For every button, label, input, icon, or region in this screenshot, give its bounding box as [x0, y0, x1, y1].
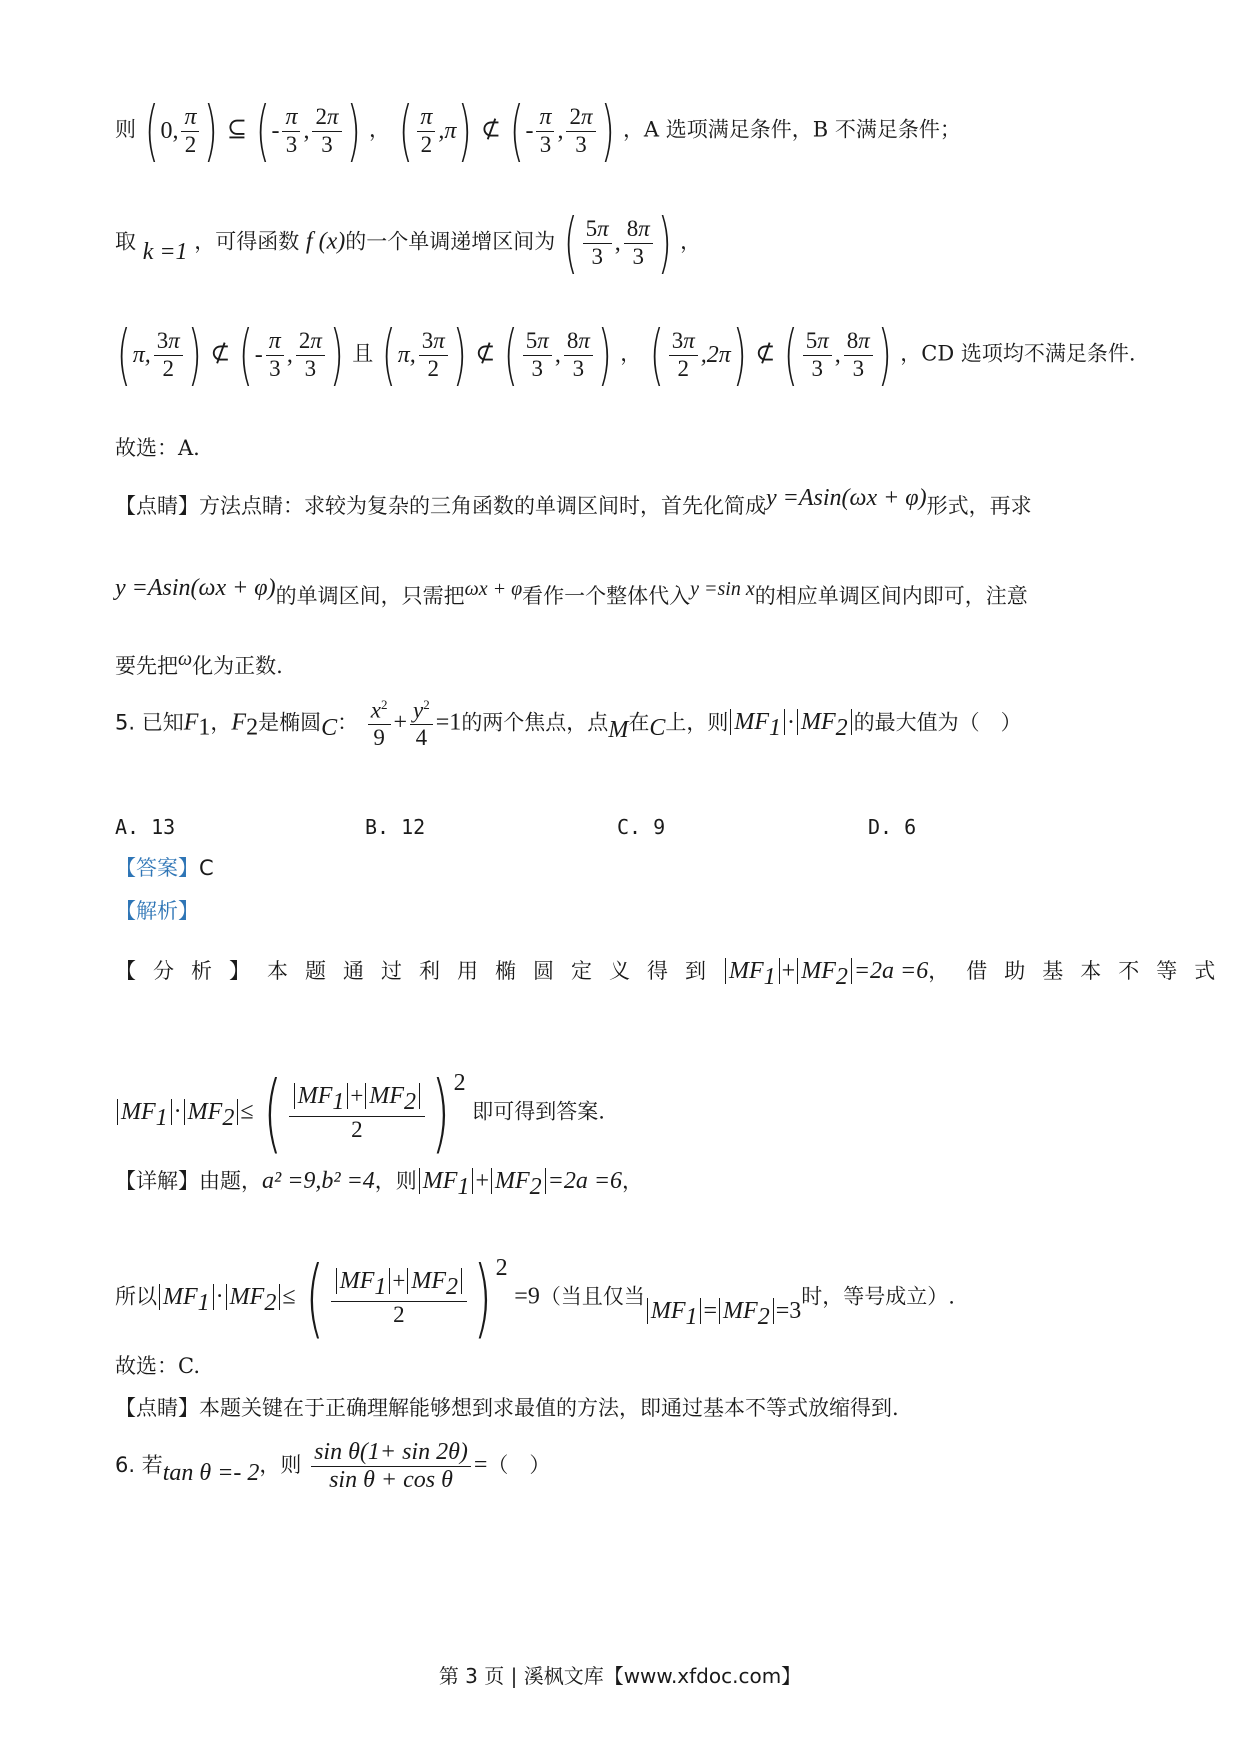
- text: 的相应单调区间内即可，注意: [754, 584, 1028, 608]
- equals: =: [473, 1452, 488, 1479]
- text: ，A 选项满足条件，B 不满足条件；: [622, 117, 961, 142]
- formula: f (x): [305, 228, 346, 255]
- text: 取: [115, 229, 136, 254]
- tip-line-2: [115, 575, 1028, 610]
- key-tip-line: [115, 1392, 899, 1422]
- tip-line-1: [115, 485, 1032, 520]
- formula: ω: [178, 648, 193, 670]
- formula: y =Asin(ωx + φ): [115, 575, 276, 601]
- text: 上，则: [665, 710, 729, 735]
- text: ，可得函数: [194, 229, 300, 254]
- text: ，则: [374, 1169, 417, 1193]
- text: 本题通过利用椭圆定义得到: [267, 959, 723, 983]
- text: ，借助基本不等式: [928, 959, 1233, 983]
- text: （当且仅当: [539, 1284, 645, 1309]
- formula: C: [649, 715, 666, 742]
- formula: a² =9,b² =4: [262, 1168, 375, 1194]
- interval: ( $\frac{3\pi}{2}$ ,2π ): [649, 316, 747, 393]
- formula: M: [608, 717, 629, 744]
- formula: F: [183, 709, 199, 736]
- solution-line-k1: [115, 204, 702, 281]
- denominator: sin θ + cos θ: [329, 1467, 453, 1494]
- formula: y =sin x: [690, 578, 755, 600]
- tip-tag: 【点睛】: [115, 1396, 199, 1420]
- formula: k =1: [142, 238, 188, 265]
- interval-neg-pi3-2pi3: ( - $\frac{\pi}{3}$ , $\frac{2\pi}{3}$ ): [255, 92, 361, 169]
- question-number: 5.: [115, 710, 136, 735]
- text: ，: [368, 117, 390, 142]
- answer-tag: 【答案】: [115, 856, 199, 880]
- text: 化为正数.: [192, 654, 283, 678]
- text: 所以: [115, 1284, 157, 1309]
- final-answer-line: 故选：C.: [115, 1354, 200, 1378]
- text: 则: [115, 117, 136, 142]
- text: 的最大值为（ ）: [853, 710, 1022, 735]
- formula: y =Asin(ωx + φ): [766, 485, 927, 511]
- tip-tag: 【点睛】: [115, 494, 199, 518]
- question-number: 6.: [115, 1453, 136, 1478]
- analysis-tag-2: 【分析】: [115, 959, 267, 983]
- text: 若: [141, 1453, 163, 1478]
- text: ，: [622, 1169, 644, 1193]
- interval: ( $\frac{5\pi}{3}$ , $\frac{8\pi}{3}$ ): [503, 316, 612, 393]
- option-c[interactable]: C. 9: [617, 815, 666, 839]
- answer-value: C: [199, 856, 214, 880]
- option-a[interactable]: A. 13: [115, 815, 176, 839]
- text: 且: [352, 341, 374, 366]
- text: ，则: [259, 1453, 302, 1478]
- text: 时，等号成立）.: [801, 1284, 955, 1309]
- formula: F: [231, 709, 247, 736]
- question-6: [115, 1440, 550, 1493]
- formula: =9: [514, 1283, 540, 1310]
- interval-pi2-pi: ( $\frac{\pi}{2}$ ,π ): [398, 92, 473, 169]
- interval: ( π, $\frac{3\pi}{2}$ ): [116, 316, 202, 393]
- text: 本题关键在于正确理解能够想到求最值的方法，即通过基本不等式放缩得到.: [199, 1396, 899, 1420]
- text: （ ）: [487, 1453, 551, 1478]
- formula: =2a =6: [547, 1168, 623, 1194]
- interval-5pi3-8pi3: ( $\frac{5\pi}{3}$ , $\frac{8\pi}{3}$ ): [563, 204, 672, 281]
- text: 的单调区间，只需把: [275, 584, 465, 608]
- option-d[interactable]: D. 6: [868, 815, 917, 839]
- formula: =2a =6: [853, 958, 929, 984]
- text: 方法点睛：求较为复杂的三角函数的单调区间时，首先化简成: [199, 494, 766, 518]
- question-5: 5. 已知$F_1$，$F_2$是椭圆C： $\frac{x^2}{9}$ + $\frac{y^2}{4}$ =1的两个焦点，点M在C上，则 $MF_1 \cdot MF_2$ 的最大值为（ ）: [115, 697, 1022, 750]
- detail-line-2: 所以 $MF_1 \cdot MF_2$ ≤ ( $\frac{MF_1 + MF_2}{2}$ ) $^2$ =9（当且仅当$MF_1 = MF_2 =3$时，等号成立）.: [115, 1248, 955, 1348]
- text: 在: [628, 710, 650, 735]
- text: 已知: [141, 710, 184, 735]
- answer-line: [115, 852, 214, 882]
- analysis-line-1: 【分析】本题通过利用椭圆定义得到 $MF_1 + MF_2 =2a =6$，借助基本不等式: [115, 958, 1233, 990]
- text: 由题，: [199, 1169, 262, 1193]
- text: ：: [337, 710, 359, 735]
- text: 的一个单调递增区间为: [345, 229, 556, 254]
- interval: ( - $\frac{\pi}{3}$ , $\frac{2\pi}{3}$ ): [238, 316, 344, 393]
- page-footer: 第 3 页 | 溪枫文库【www.xfdoc.com】: [438, 1664, 802, 1688]
- detail-tag: 【详解】: [115, 1169, 199, 1193]
- solution-line-cd: ( π, $\frac{3\pi}{2}$ ) ⊄ ( - $\frac{\pi}{3}$ , $\frac{2\pi}{3}$ ) 且 ( π, $\frac{3\pi}{2}$ ) ⊄ ( $\frac{5\pi}{3}$ , $\frac{8\pi}{3}$ ) ， ( $\frac{3\pi}{2}$ ,2π ) ⊄ ( $\frac{5\pi}{3}$ , $\frac{8\pi}{3}$ ) ，CD 选项均不满足条件.: [116, 316, 1136, 393]
- text: ，: [680, 229, 702, 254]
- text: 的两个焦点，点: [461, 710, 609, 735]
- formula: =3: [775, 1297, 802, 1324]
- tip-line-3: [115, 650, 283, 680]
- text: ，: [620, 341, 642, 366]
- text: 即可得到答案.: [472, 1099, 605, 1124]
- text: ，CD 选项均不满足条件.: [900, 341, 1136, 366]
- formula: tan θ =- 2: [162, 1460, 260, 1487]
- text: ，: [210, 710, 232, 735]
- numerator: sin θ(1+ sin 2θ): [311, 1440, 471, 1467]
- option-b[interactable]: B. 12: [365, 815, 426, 839]
- formula: =1: [435, 709, 462, 736]
- analysis-line-2: $MF_1 \cdot MF_2$ ≤ ( $\frac{MF_1 + MF_2}{2}$ ) $^2$ 即可得到答案.: [115, 1070, 605, 1156]
- detail-line-1: 【详解】由题，a² =9,b² =4，则 $MF_1 + MF_2 =2a =6$，: [115, 1168, 644, 1200]
- interval-0-pi2: ( 0, $\frac{\pi}{2}$ ): [144, 92, 219, 169]
- answer-choice-a-line: 故选：A.: [115, 436, 200, 460]
- text: 形式，再求: [926, 494, 1032, 518]
- formula: ωx + φ: [464, 578, 523, 600]
- formula: C: [321, 715, 338, 742]
- interval: ( π, $\frac{3\pi}{2}$ ): [381, 316, 467, 393]
- interval-neg-pi3-2pi3-b: ( - $\frac{\pi}{3}$ , $\frac{2\pi}{3}$ ): [509, 92, 615, 169]
- text: 要先把: [115, 654, 178, 678]
- interval: ( $\frac{5\pi}{3}$ , $\frac{8\pi}{3}$ ): [783, 316, 892, 393]
- text: 是椭圆: [258, 710, 322, 735]
- text: 看作一个整体代入: [522, 584, 691, 608]
- analysis-tag: 【解析】: [115, 899, 199, 923]
- solution-line-interval-check: 则 ( 0, $\frac{\pi}{2}$ ) ⊆ ( - $\frac{\pi}{3}$ , $\frac{2\pi}{3}$ ) ， ( $\frac{\pi}{2}$ ,π ) ⊄ ( - $\frac{\pi}{3}$ , $\frac{2\pi}{3}$ ) ，A 选项满足条件，B 不满足条件；: [115, 92, 961, 169]
